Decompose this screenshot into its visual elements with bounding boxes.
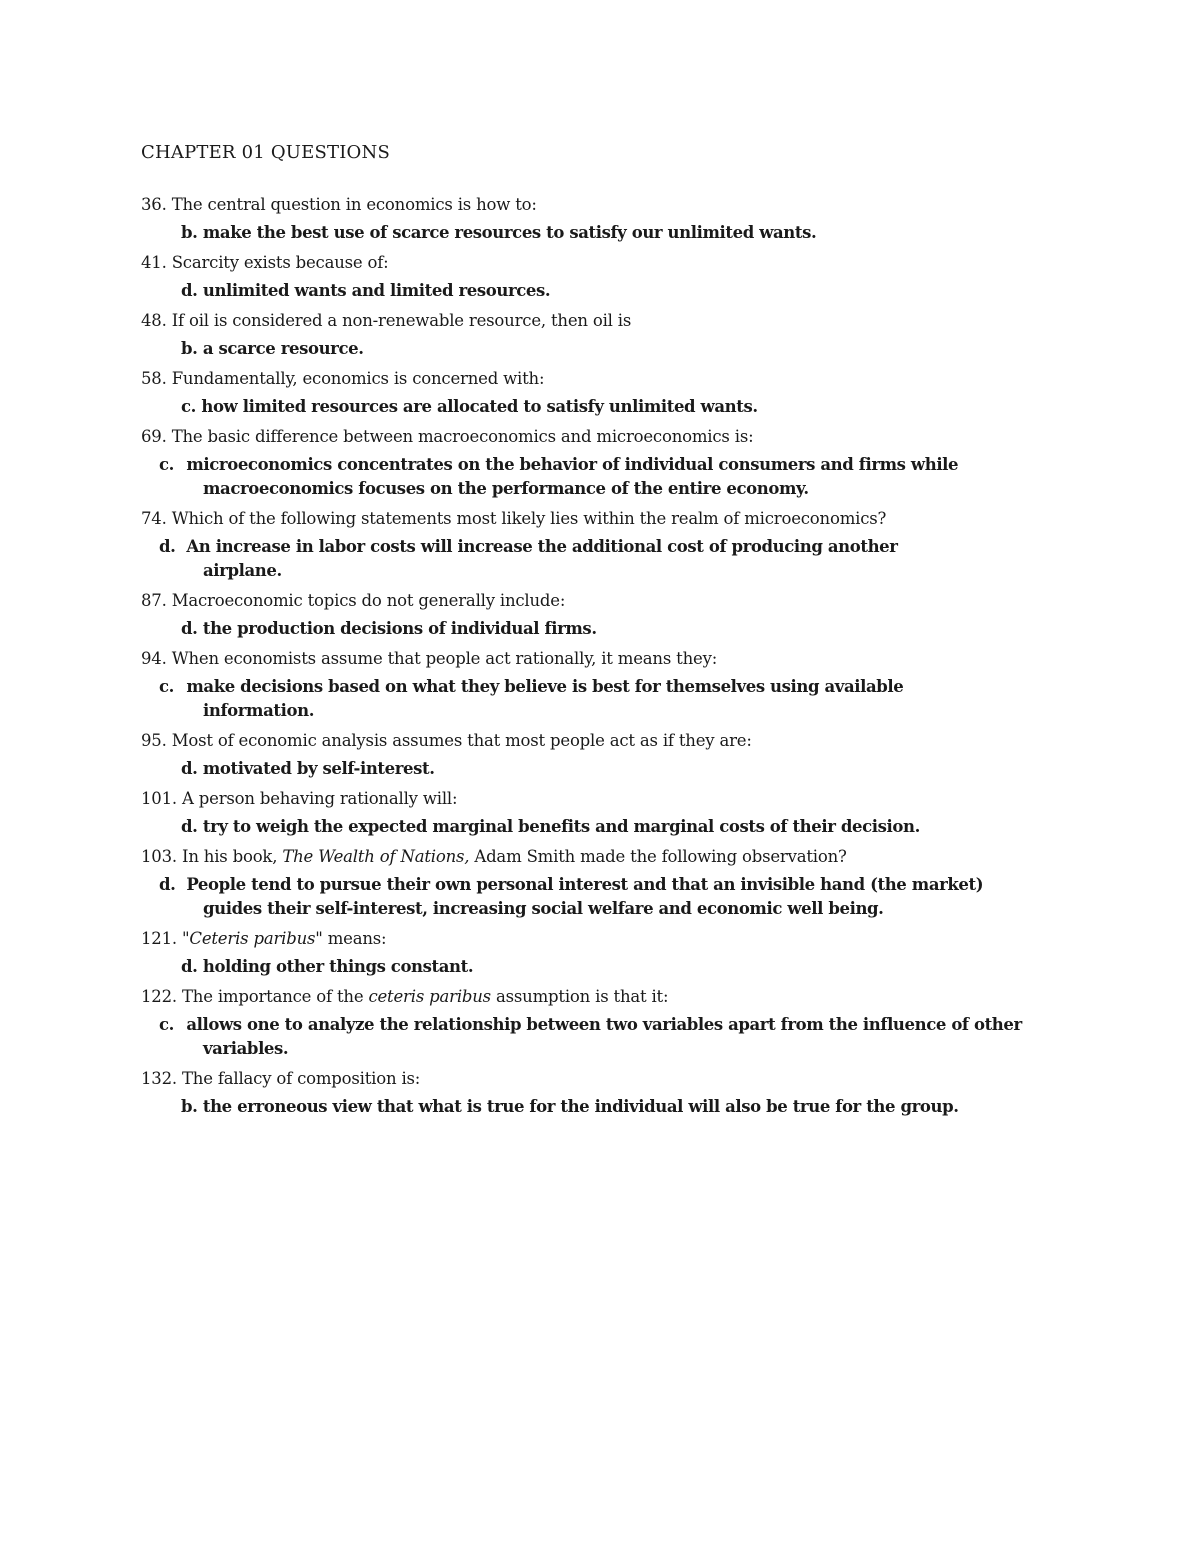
answer-text: d. People tend to pursue their own personal interest and that an invisible hand (the market) guides their self-interest, increasing social welfare and economic well being.	[159, 875, 984, 918]
question-item	[141, 191, 1041, 245]
question-text: 94. When economists assume that people act rationally, it means they:	[141, 649, 718, 668]
question-item	[141, 505, 1041, 583]
question-item	[141, 1065, 1041, 1119]
question-item	[141, 843, 1041, 921]
question-item	[141, 983, 1041, 1061]
answer-text: d. motivated by self-interest.	[181, 759, 435, 778]
question-text: 87. Macroeconomic topics do not generally include:	[141, 591, 566, 610]
question-text: 58. Fundamentally, economics is concerned with:	[141, 369, 545, 388]
question-text: 103. In his book, The Wealth of Nations, Adam Smith made the following observation?	[141, 847, 847, 866]
question-item	[141, 727, 1041, 781]
question-text: 132. The fallacy of composition is:	[141, 1069, 421, 1088]
question-list	[141, 191, 1041, 1123]
latin-term: Ceteris paribus	[189, 929, 316, 948]
latin-term: ceteris paribus	[368, 987, 491, 1006]
answer-text: d. unlimited wants and limited resources.	[181, 281, 551, 300]
book-title: The Wealth of Nations,	[282, 847, 470, 866]
question-text: 122. The importance of the ceteris paribus assumption is that it:	[141, 987, 669, 1006]
answer-text: d. try to weigh the expected marginal benefits and marginal costs of their decision.	[181, 817, 920, 836]
question-item	[141, 423, 1041, 501]
answer-text: b. the erroneous view that what is true for the individual will also be true for the group.	[181, 1097, 959, 1116]
answer-text: c. how limited resources are allocated to satisfy unlimited wants.	[181, 397, 758, 416]
question-text: 74. Which of the following statements most likely lies within the realm of microeconomics?	[141, 509, 887, 528]
answer-text: c. allows one to analyze the relationship between two variables apart from the influence of other variables.	[159, 1015, 1022, 1058]
question-text: 48. If oil is considered a non-renewable resource, then oil is	[141, 311, 632, 330]
question-text: 41. Scarcity exists because of:	[141, 253, 389, 272]
question-text: 101. A person behaving rationally will:	[141, 789, 458, 808]
answer-text: b. a scarce resource.	[181, 339, 364, 358]
question-text: 95. Most of economic analysis assumes that most people act as if they are:	[141, 731, 752, 750]
chapter-heading: CHAPTER 01 QUESTIONS	[141, 142, 390, 163]
question-item	[141, 307, 1041, 361]
question-text: 121. "Ceteris paribus" means:	[141, 929, 387, 948]
answer-text: c. microeconomics concentrates on the behavior of individual consumers and firms while macroeconomics focuses on the performance of the entire economy.	[159, 455, 959, 498]
answer-text: b. make the best use of scarce resources to satisfy our unlimited wants.	[181, 223, 817, 242]
question-text: 36. The central question in economics is how to:	[141, 195, 537, 214]
answer-text: d. the production decisions of individual firms.	[181, 619, 597, 638]
question-item	[141, 249, 1041, 303]
answer-text: d. An increase in labor costs will increase the additional cost of producing another airplane.	[159, 537, 898, 580]
question-item	[141, 785, 1041, 839]
question-item	[141, 587, 1041, 641]
answer-text: c. make decisions based on what they believe is best for themselves using available information.	[159, 677, 904, 720]
question-text: 69. The basic difference between macroeconomics and microeconomics is:	[141, 427, 754, 446]
answer-text: d. holding other things constant.	[181, 957, 474, 976]
question-item	[141, 365, 1041, 419]
question-item	[141, 645, 1041, 723]
question-item	[141, 925, 1041, 979]
